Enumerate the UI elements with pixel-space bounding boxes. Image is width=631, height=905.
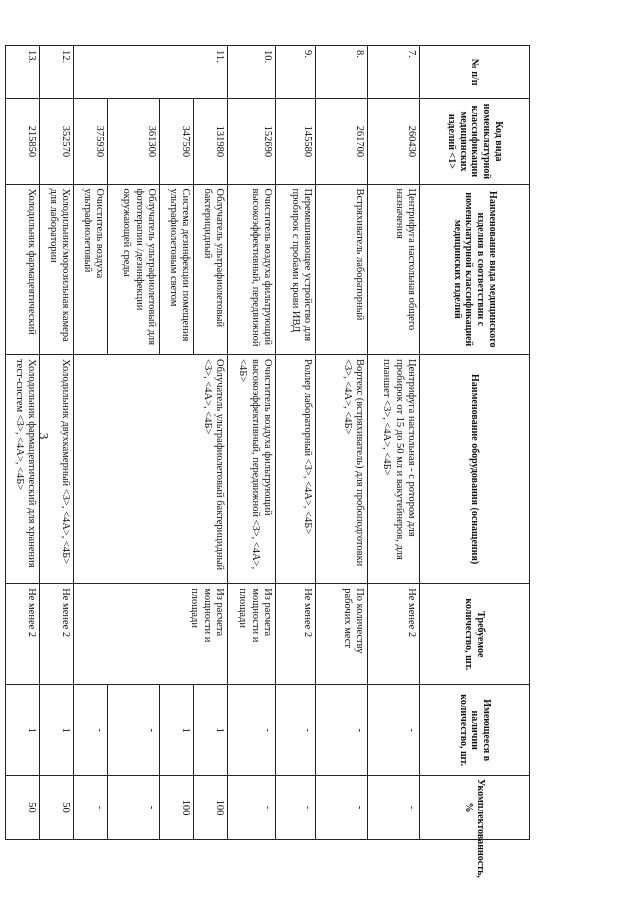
row-type: Система дезинфекции помещения ультрафиолетовым светом xyxy=(160,184,194,355)
row-number: 11. xyxy=(74,46,228,99)
row-percent: - xyxy=(108,776,160,840)
row-available: - xyxy=(276,685,316,776)
row-type: Очиститель воздуха фильтрующий высокоэффективный, передвижной xyxy=(228,184,276,355)
row-equipment: Роллер лабораторный <3>, <4А>, <4Б> xyxy=(276,355,316,584)
row-available: - xyxy=(108,685,160,776)
row-code: 152690 xyxy=(228,99,276,184)
row-number: 12. xyxy=(40,46,74,99)
page-number: 3 xyxy=(36,432,52,440)
row-available: 1 xyxy=(6,685,40,776)
row-equipment: Облучатель ультрафиолетовый бактерицидный <3>, <4А>, <4Б> xyxy=(74,355,228,584)
row-percent: 50 xyxy=(6,776,40,840)
row-number: 8. xyxy=(316,46,368,99)
row-percent: - xyxy=(316,776,368,840)
row-percent: 50 xyxy=(40,776,74,840)
row-equipment: Вортекс (встряхиватель) для пробоподготовки <3>, <4А>, <4Б> xyxy=(316,355,368,584)
row-number: 13. xyxy=(6,46,40,99)
row-code: 261700 xyxy=(316,99,368,184)
row-available: - xyxy=(368,685,420,776)
equipment-table xyxy=(5,45,530,878)
row-code: 260430 xyxy=(368,99,420,184)
row-required: Не менее 2 xyxy=(6,584,40,685)
row-available: - xyxy=(228,685,276,776)
header-percent: Укомплектованность, % xyxy=(420,776,530,840)
row-code: 375930 xyxy=(74,99,108,184)
row-number: 10. xyxy=(228,46,276,99)
row-code: 215850 xyxy=(6,99,40,184)
row-number: 9. xyxy=(276,46,316,99)
table-row xyxy=(40,46,74,840)
row-type: Облучатель ультрафиолетовый бактерицидный xyxy=(194,184,228,355)
row-required: Не менее 2 xyxy=(276,584,316,685)
table-row xyxy=(228,46,276,840)
row-type: Встряхиватель лабораторный xyxy=(316,184,368,355)
row-required: По количеству рабочих мест xyxy=(316,584,368,685)
row-type: Перемешивающее устройство для пробирок с пробами крови ИВД xyxy=(276,184,316,355)
row-percent: - xyxy=(368,776,420,840)
row-required: Из расчета мощности и площади xyxy=(74,584,228,685)
row-code: 347590 xyxy=(160,99,194,184)
header-equipment: Наименование оборудования (оснащения) xyxy=(420,355,530,584)
row-required: Из расчета мощности и площади xyxy=(228,584,276,685)
rotated-table-wrapper xyxy=(13,45,530,878)
row-required: Не менее 2 xyxy=(40,584,74,685)
row-number: 7. xyxy=(368,46,420,99)
row-available: 1 xyxy=(194,685,228,776)
row-equipment: Очиститель воздуха фильтрующий высокоэффективный, передвижной <3>, <4А>, <4Б> xyxy=(228,355,276,584)
row-available: 1 xyxy=(40,685,74,776)
table-row xyxy=(6,46,40,840)
row-percent: - xyxy=(74,776,108,840)
row-percent: 100 xyxy=(160,776,194,840)
row-percent: - xyxy=(276,776,316,840)
header-required: Требуемое количество, шт. xyxy=(420,584,530,685)
row-equipment: Центрифуга настольная - с ротором для пробирок от 15 до 50 мл и вакутейнеров, для планшет <3>, <4А>, <4Б> xyxy=(368,355,420,584)
header-code: Код вида номенклатурной классификации медицинских изделий <1> xyxy=(420,99,530,184)
row-code: 131980 xyxy=(194,99,228,184)
row-type: Центрифуга настольная общего назначения xyxy=(368,184,420,355)
row-available: - xyxy=(74,685,108,776)
row-equipment: Холодильник двухкамерный <3>, <4А>, <4Б> xyxy=(40,355,74,584)
row-equipment: Холодильник фармацевтический для хранения тест-систем <3>, <4А>, <4Б> xyxy=(6,355,40,584)
row-available: - xyxy=(316,685,368,776)
table-row xyxy=(194,46,228,840)
row-type: Холодильник фармацевтический xyxy=(6,184,40,355)
row-type: Очиститель воздуха ультрафиолетовый xyxy=(74,184,108,355)
row-type: Облучатель ультрафиолетовый для фототерапии /дезинфекции окружающей среды xyxy=(108,184,160,355)
row-available: 1 xyxy=(160,685,194,776)
table-row xyxy=(316,46,368,840)
row-type: Холодильник/морозильная камера для лаборатории xyxy=(40,184,74,355)
row-code: 361300 xyxy=(108,99,160,184)
row-percent: 100 xyxy=(194,776,228,840)
header-type: Наименование вида медицинского изделия в соответствии с номенклатурной классификацией медицинских изделий xyxy=(420,184,530,355)
table-row xyxy=(368,46,420,840)
header-available: Имеющееся в наличии количество, шт. xyxy=(420,685,530,776)
row-code: 352570 xyxy=(40,99,74,184)
row-code: 145580 xyxy=(276,99,316,184)
row-required: Не менее 2 xyxy=(368,584,420,685)
header-no: № п/п xyxy=(420,46,530,99)
row-percent: - xyxy=(228,776,276,840)
table-header-row xyxy=(420,46,530,840)
table-row xyxy=(276,46,316,840)
